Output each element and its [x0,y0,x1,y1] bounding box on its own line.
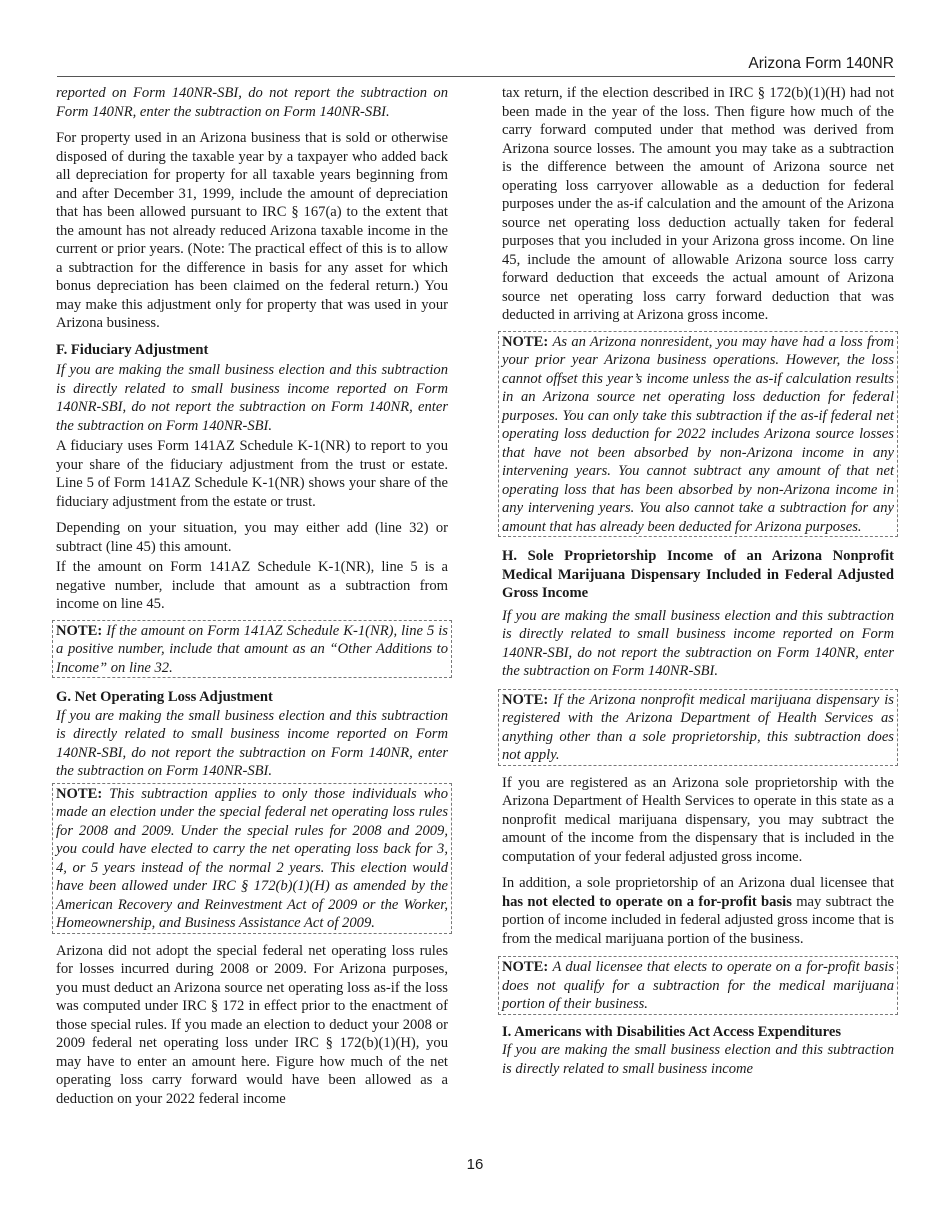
nol-paragraph-continued: tax return, if the election described in IRC § 172(b)(1)(H) had not been made in the year of the loss. Then figure how much of the carry forward computed under that method was derived from Arizona source losses. The amount you may take as a subtraction is the difference between the amount of Arizona source net operating loss carryover allowable as a deduction for federal purposes under the as-if calculation and the amount of the Arizona source net operating loss deduction actually taken for federal purposes that you included in your Arizona gross income. On line 45, include the amount of allowable Arizona source loss carry forward deduction that exceeds the actual amount of Arizona source net operating loss carry forward deduction that was deducted in arriving at Arizona gross income. [502,85,894,323]
sole-prop-p2-end: may subtract the portion of income included in federal adjusted gross income that is from the medical marijuana portion of the business. [502,893,894,947]
sole-prop-p2-bold: has not elected to operate on a for-profit basis [502,893,792,910]
header-rule [57,76,895,77]
nol-note-box-2 [498,331,898,538]
sole-prop-paragraph-1: If you are registered as an Arizona sole proprietorship with the Arizona Department of Health Services to operate in this state as a nonprofit medical marijuana dispensary, you may subtract the amount of the income from the dispensary that is included in the computation of your federal adjusted gross income. [502,774,894,865]
left-column [56,84,448,1116]
sole-prop-paragraph-2 [502,874,894,948]
note-text: If the Arizona nonprofit medical marijuana dispensary is registered with the Arizona Department of Health Services as anything other than a sole proprietorship, this subtraction does not apply. [502,691,894,763]
note-label: NOTE: [56,622,103,639]
fiduciary-paragraph-1: A fiduciary uses Form 141AZ Schedule K-1(NR) to report to you your share of the fiduciary adjustment from the trust or estate. Line 5 of Form 141AZ Schedule K-1(NR) shows your share of the fiduciary adjustment from the estate or trust. [56,438,448,510]
form-title: Arizona Form 140NR [748,55,894,72]
sole-prop-p2-start: In addition, a sole proprietorship of an Arizona dual licensee that [502,875,894,891]
note-text: This subtraction applies to only those individuals who made an election under the special federal net operating loss rules for 2008 and 2009. Under the special rules for 2008 and 2009, you could have elected to carry the net operating loss back for 3, 4, or 5 years instead of the normal 2 years. This election would have been allowed under IRC § 172(b)(1)(H) as amended by the American Recovery and Reinvestment Act of 2009 or the Worker, Homeownership, and Business Assistance Act of 2009. [56,785,449,931]
note-label: NOTE: [502,959,549,975]
heading-net-operating-loss: G. Net Operating Loss Adjustment [56,689,273,705]
note-label: NOTE: [502,333,549,350]
note-text: As an Arizona nonresident, you may have had a loss from your prior year Arizona business operations. However, the loss cannot offset this year’s income unless the as-if calculation results in an Arizona source net operating loss deduction for federal purposes. You can only take this subtraction if the as-if federal net operating loss deduction for 2022 includes Arizona source losses that have not been absorbed by non-Arizona income in any intervening years. You cannot subtract any amount of that net operating loss that has been absorbed by non-Arizona income in any intervening years. You also cannot take a subtraction for any amount that has already been deducted for Arizona purposes. [502,333,895,535]
heading-sole-proprietorship: H. Sole Proprietorship Income of an Arizona Nonprofit Medical Marijuana Dispensary Included in Federal Adjusted Gross Income [502,548,894,601]
sole-prop-note-box [498,689,898,766]
sole-prop-sbi-instruction: If you are making the small business election and this subtraction is directly related to small business income reported on Form 140NR-SBI, do not report the subtraction on Form 140NR, enter the subtraction on Form 140NR-SBI. [502,607,894,679]
note-label: NOTE: [502,691,549,708]
dual-licensee-note-box [498,956,898,1015]
page-number: 16 [466,1156,484,1173]
heading-ada-expenditures: I. Americans with Disabilities Act Access Expenditures [502,1023,842,1040]
property-paragraph: For property used in an Arizona business that is sold or otherwise disposed of during the taxable year by a taxpayer who added back all depreciation for property for all taxable years beginning from and after December 31, 1999, include the amount of depreciation that has been allowed pursuant to IRC § 167(a) to the extent that the amount has not already reduced Arizona taxable income in the current or prior years. (Note: The practical effect of this is to allow a subtraction for the difference in basis for any asset for which bonus depreciation has been claimed on the federal return.) You may make this adjustment only for property that was used in your Arizona business. [56,130,448,331]
nol-note-box [52,783,452,934]
fiduciary-sbi-instruction: If you are making the small business election and this subtraction is directly related to small business income reported on Form 140NR-SBI, do not report the subtraction on Form 140NR, enter the subtraction on Form 140NR-SBI. [56,362,448,434]
sbi-continuation: reported on Form 140NR-SBI, do not report the subtraction on Form 140NR, enter the subtraction on Form 140NR-SBI. [56,85,448,120]
right-column [502,84,894,1086]
note-text: If the amount on Form 141AZ Schedule K-1(NR), line 5 is a positive number, include that amount as an “Other Additions to Income” on line 32. [56,622,448,676]
note-label: NOTE: [56,785,103,802]
note-text: A dual licensee that elects to operate on a for-profit basis does not qualify for a subtraction for the medical marijuana portion of their business. [502,959,894,1012]
ada-sbi-instruction: If you are making the small business election and this subtraction is directly related to small business income [502,1042,894,1077]
fiduciary-paragraph-2: Depending on your situation, you may either add (line 32) or subtract (line 45) this amount. [56,520,448,555]
heading-fiduciary-adjustment: F. Fiduciary Adjustment [56,341,209,358]
fiduciary-note-box [52,620,452,679]
nol-sbi-instruction: If you are making the small business election and this subtraction is directly related to small business income reported on Form 140NR-SBI, do not report the subtraction on Form 140NR, enter the subtraction on Form 140NR-SBI. [56,707,448,779]
fiduciary-paragraph-3: If the amount on Form 141AZ Schedule K-1(NR), line 5 is a negative number, include that amount as a subtraction from income on line 45. [56,559,448,612]
nol-paragraph-1: Arizona did not adopt the special federal net operating loss rules for losses incurred during 2008 or 2009. For Arizona purposes, you must deduct an Arizona source net operating loss as-if the loss was computed under IRC § 172 in effect prior to the enactment of those special rules. If you made an election to deduct your 2008 or 2009 federal net operating loss under IRC § 172(b)(1)(H), you may have to enter an amount here. Figure how much of the net operating loss carry forward would have been allowed as a deduction on your 2022 federal income [56,942,448,1107]
